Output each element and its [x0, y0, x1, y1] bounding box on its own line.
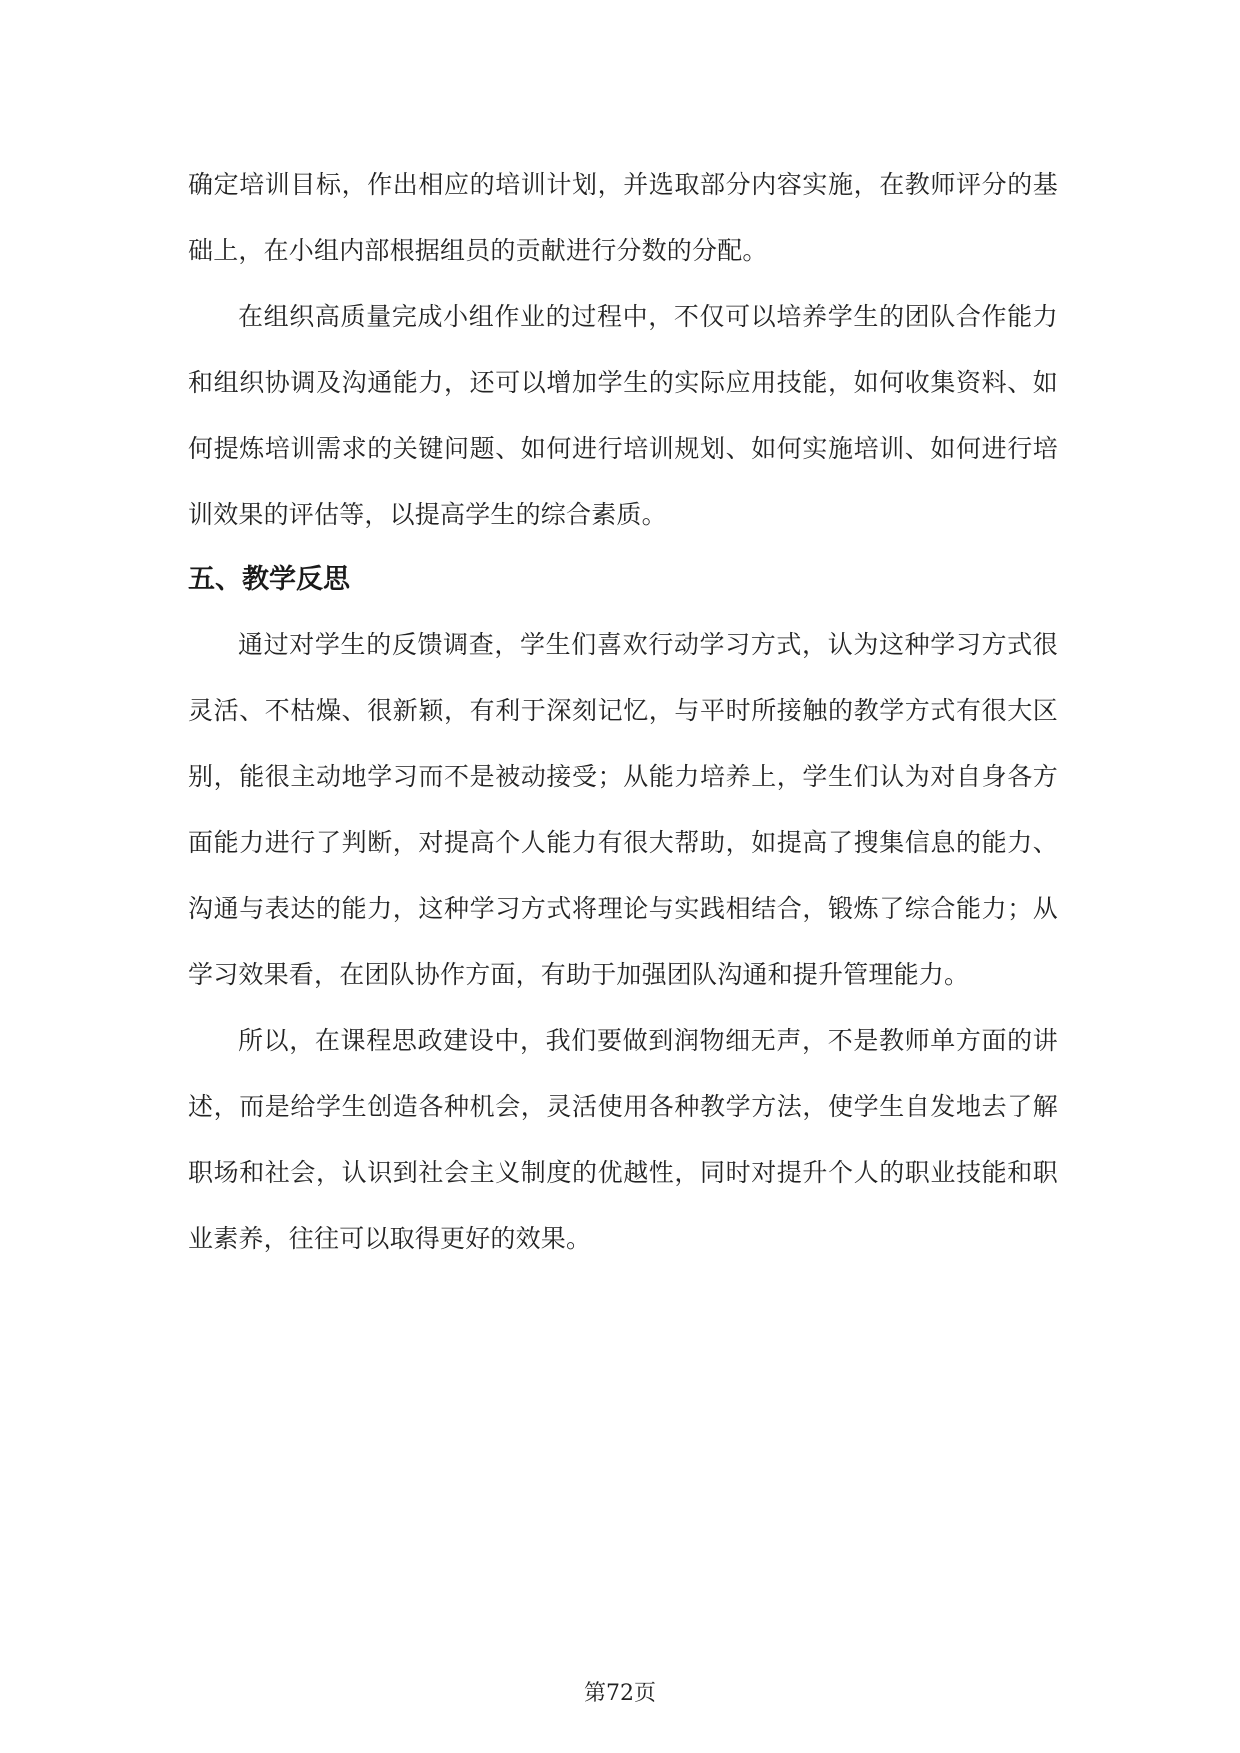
page-content — [188, 152, 1058, 1272]
paragraph-conclusion: 所以，在课程思政建设中，我们要做到润物细无声，不是教师单方面的讲述，而是给学生创造各种机会，灵活使用各种教学方法，使学生自发地去了解职场和社会，认识到社会主义制度的优越性，同时对提升个人的职业技能和职业素养，往往可以取得更好的效果。 — [188, 1026, 1058, 1253]
page-number: 第72页 — [584, 1681, 656, 1706]
paragraph-continued: 确定培训目标，作出相应的培训计划，并选取部分内容实施，在教师评分的基础上，在小组内部根据组员的贡献进行分数的分配。 — [188, 170, 1058, 265]
section-heading: 五、教学反思 — [188, 564, 350, 595]
paragraph-feedback: 通过对学生的反馈调查，学生们喜欢行动学习方式，认为这种学习方式很灵活、不枯燥、很新颖，有利于深刻记忆，与平时所接触的教学方式有很大区别，能很主动地学习而不是被动接受；从能力培养上，学生们认为对自身各方面能力进行了判断，对提高个人能力有很大帮助，如提高了搜集信息的能力、沟通与表达的能力，这种学习方式将理论与实践相结合，锻炼了综合能力；从学习效果看，在团队协作方面，有助于加强团队沟通和提升管理能力。 — [188, 630, 1058, 989]
paragraph-group-work: 在组织高质量完成小组作业的过程中，不仅可以培养学生的团队合作能力和组织协调及沟通能力，还可以增加学生的实际应用技能，如何收集资料、如何提炼培训需求的关键问题、如何进行培训规划、如何实施培训、如何进行培训效果的评估等，以提高学生的综合素质。 — [188, 302, 1058, 529]
